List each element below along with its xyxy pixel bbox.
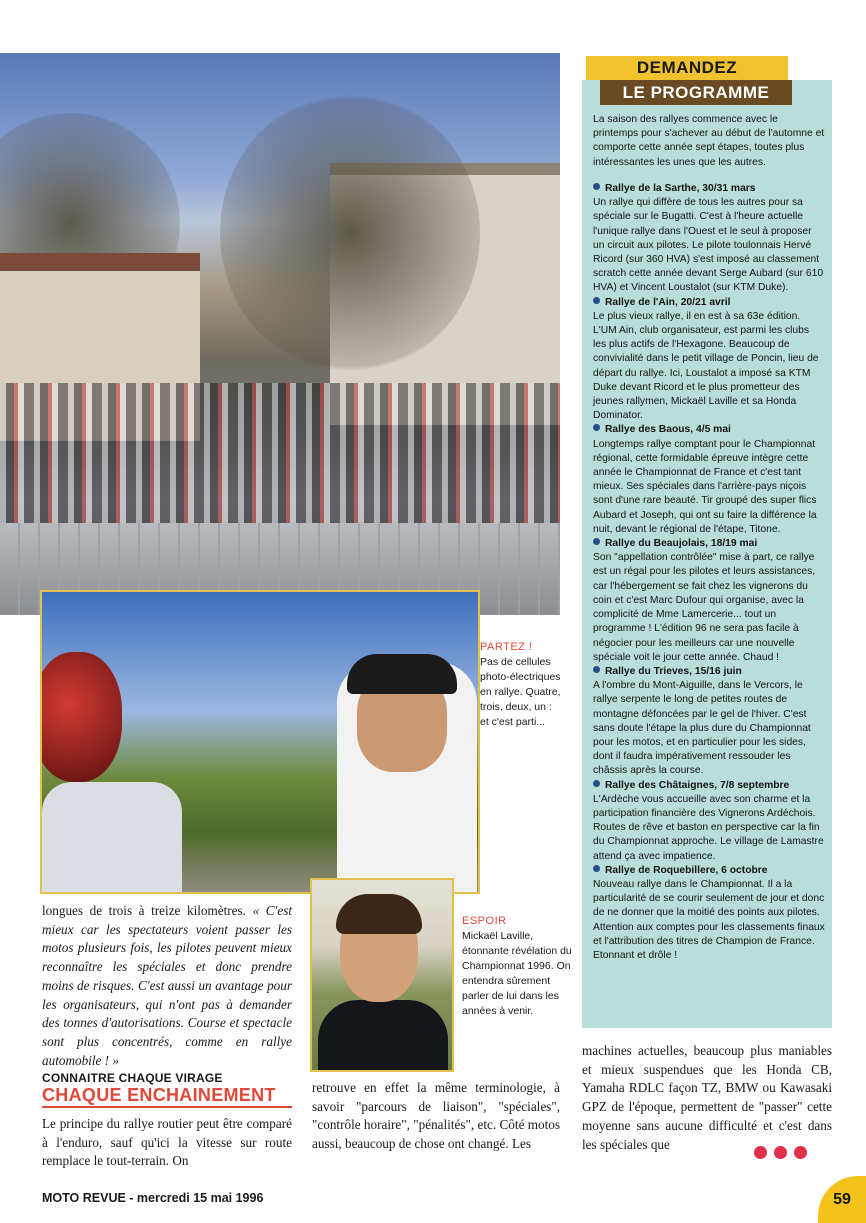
rally-list (593, 182, 825, 963)
rally-title: Rallye de la Sarthe, 30/31 mars (605, 183, 756, 194)
rally-description: A l'ombre du Mont-Aiguille, dans le Vercors, le rallye serpente le long de petites routes de montagne défoncées par le gel de l'hiver. C'est sans doute l'étape la plus dure du Championnat pour les motos, et en particulier pour les sides, dont il faudra impérativement ressouder les châssis après la course. (593, 680, 811, 777)
start-photo-caption (480, 640, 562, 730)
rally-item (593, 665, 825, 779)
rally-paddock-photo (0, 53, 560, 615)
left-column-paragraph-2: Le principe du rallye routier peut être comparé à l'enduro, sauf qu'ici la vitesse sur route remplace le tout-terrain. On (42, 1116, 292, 1169)
portrait-caption-title: ESPOIR (462, 915, 507, 927)
start-caption-text: Pas de cellules photo-électriques en rallye. Quatre, trois, deux, un : et c'est parti... (480, 656, 561, 728)
dot-icon (794, 1146, 807, 1159)
rally-title: Rallye du Beaujolais, 18/19 mai (605, 538, 758, 550)
sidebar-banner-bottom: LE PROGRAMME (600, 80, 792, 105)
rally-title: Rallye du Trieves, 15/16 juin (605, 665, 742, 677)
footer-publication: MOTO REVUE - mercredi 15 mai 1996 (42, 1191, 264, 1205)
bullet-icon (593, 865, 600, 872)
start-caption-title: PARTEZ ! (480, 641, 533, 653)
sidebar-intro: La saison des rallyes commence avec le printemps pour s'achever au début de l'automne et comporte cette année sept étapes, toutes plus intéressantes les unes que les autres. (593, 114, 825, 168)
rally-title: Rallye de Roquebillere, 6 octobre (605, 864, 768, 876)
dot-icon (754, 1146, 767, 1159)
portrait-caption-text: Mickaël Laville, étonnante révélation du Championnat 1996. On entendra sûrement parler de lui dans les années à venir. (462, 930, 572, 1017)
subheading-small: CONNAITRE CHAQUE VIRAGE (42, 1071, 223, 1085)
subheading-big: CHAQUE ENCHAINEMENT (42, 1085, 276, 1105)
rally-item (593, 296, 825, 424)
right-column-paragraph: machines actuelles, beaucoup plus maniables et mieux suspendues que les Honda CB, Yamaha RDLC façon TZ, BMW ou Kawasaki GPZ de l'époque, permettent de "passer" cette moyenne sans aucune difficulté et c'est dans les spéciales que (582, 1043, 832, 1152)
rally-item (593, 779, 825, 864)
end-of-article-dots (754, 1146, 824, 1160)
heading-rule (42, 1106, 292, 1108)
start-line-photo (40, 590, 480, 894)
rally-title: Rallye des Baous, 4/5 mai (605, 424, 731, 436)
bullet-icon (593, 297, 600, 304)
rally-item (593, 423, 825, 537)
left-column-paragraph (42, 902, 292, 1070)
interview-quote: « C'est mieux car les spectateurs voient passer les motos plusieurs fois, les pilotes peuvent mieux reconnaître les spéciales et donc prendre moins de risques. C'est aussi un avantage pour les organisateurs, qui n'ont pas à demander des tonnes d'autorisations. Course et spectacle sont plus concentrés, comme en rallye automobile ! » (42, 903, 293, 1068)
rally-description: Nouveau rallye dans le Championnat. Il a la particularité de se courir seulement de jour et donc de ne donner que la moitié des points aux pilotes. Attention aux comptes pour les classements finaux et l'attribution des titres de Champion de France. Etonnant et drôle ! (593, 878, 825, 961)
portrait-photo-caption (462, 914, 572, 1019)
rally-description: Son "appellation contrôlée" mise à part, ce rallye est un régal pour les pilotes et leurs assistances, car l'hébergement se fait chez les vignerons du coin et c'est Marc Dufour qui organise, avec la complicité de Mme Lamercerie... tout un programme ! L'édition 96 ne sera pas facile à négocier pour les meilleurs car une nouvelle spéciale voit le jour cette année. Chaud ! (593, 552, 816, 663)
bullet-icon (593, 424, 600, 431)
rally-item (593, 537, 825, 665)
middle-column-paragraph: retrouve en effet la même terminologie, à savoir "parcours de liaison", "spéciales", "contrôle horaire", "pénalités", etc. Côté motos aussi, beaucoup de chose ont changé. Les (312, 1080, 560, 1152)
dot-icon (774, 1146, 787, 1159)
rally-description: Un rallye qui diffère de tous les autres pour sa spéciale sur le Bugatti. C'est à l'heure actuelle l'unique rallye dans l'Ouest et le seul à proposer un circuit aux pilotes. Le pilote toulonnais Hervé Ricord (sur 360 HVA) s'est imposé au classement scratch cette année devant Serge Aubard (sur 610 HVA) et Vincent Loustalot (sur KTM Duke). (593, 197, 824, 294)
rally-item (593, 182, 825, 296)
rally-title: Rallye de l'Ain, 20/21 avril (605, 296, 731, 308)
rally-description: Le plus vieux rallye, il en est à sa 63e édition. L'UM Ain, club organisateur, est parmi les clubs les plus actifs de l'Hexagone. Beaucoup de convivialité dans le petit village de Poncin, lieu de départ du rallye. Ici, Loustalot a imposé sa KTM Duke devant Ricord et le plus prometteur des jeunes rallymen, Mickaël Laville et sa Honda Dominator. (593, 310, 819, 422)
bullet-icon (593, 183, 600, 190)
rally-title: Rallye des Châtaignes, 7/8 septembre (605, 779, 790, 791)
bullet-icon (593, 780, 600, 787)
rally-item (593, 864, 825, 963)
rally-description: Longtemps rallye comptant pour le Championnat régional, cette formidable épreuve intègre cette année le Championnat de France et c'est tant mieux. Ses spéciales dans l'arrière-pays niçois sont d'une rare beauté. Tir groupé des super flics Aubard et Joseph, qui ont su faire la différence la nuit, devant le régional de l'étape, Titone. (593, 438, 817, 535)
sidebar-banner-top: DEMANDEZ (586, 56, 788, 80)
page-number: 59 (818, 1176, 866, 1223)
bullet-icon (593, 666, 600, 673)
bullet-icon (593, 538, 600, 545)
portrait-photo (310, 878, 454, 1072)
rally-description: L'Ardèche vous accueille avec son charme et la participation financière des Vignerons Ardéchois. Routes de rêve et baston en perspective car la fin du Championnat approche. Le village de Lamastre attend ça avec impatience. (593, 793, 824, 862)
paragraph-start: longues de trois à treize kilomètres. (42, 903, 253, 918)
section-heading (42, 1071, 292, 1108)
